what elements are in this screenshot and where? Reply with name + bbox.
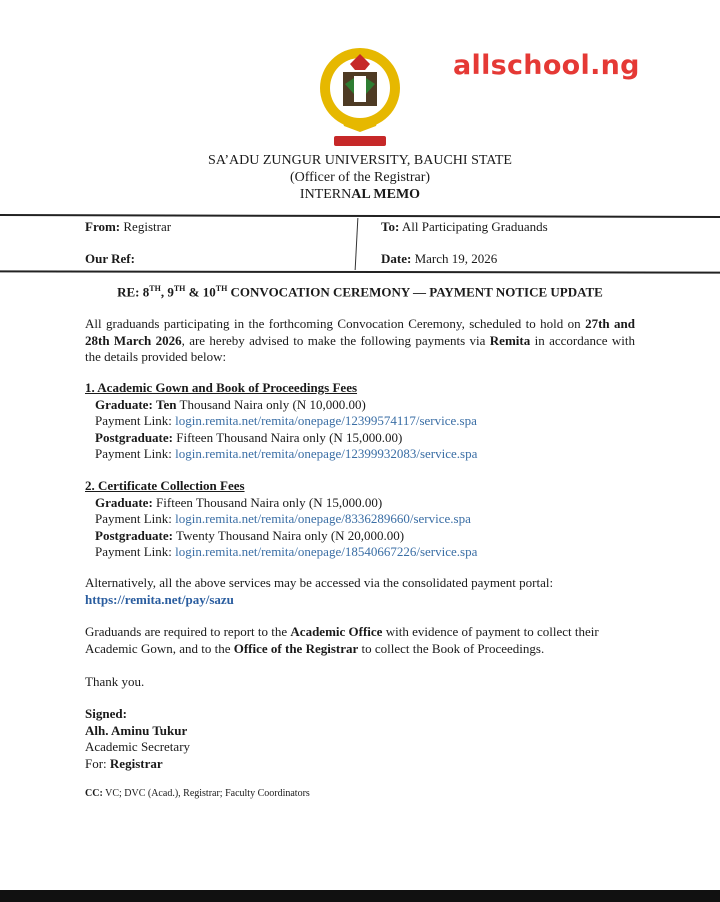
top-rule bbox=[0, 214, 720, 218]
memo-header bbox=[0, 152, 720, 203]
graduate-amount: Thousand Naira only (N 10,000.00) bbox=[176, 396, 366, 412]
subject-prefix: RE: 8 bbox=[117, 284, 150, 300]
report-paragraph bbox=[85, 624, 635, 657]
graduate-payment-link[interactable]: login.remita.net/remita/onepage/12399574117/service.spa bbox=[175, 413, 477, 428]
payment-link-label: Payment Link: bbox=[95, 413, 176, 428]
for-label: For: bbox=[85, 755, 110, 771]
graduate-payment-link[interactable]: login.remita.net/remita/onepage/8336289660/service.spa bbox=[175, 511, 471, 526]
thank-you: Thank you. bbox=[85, 674, 145, 689]
ref-label: Our Ref: bbox=[85, 251, 135, 266]
postgraduate-amount: Twenty Thousand Naira only (N 20,000.00) bbox=[173, 527, 405, 543]
column-divider bbox=[355, 218, 359, 270]
graduate-label: Graduate: bbox=[95, 396, 153, 412]
intro-text-3: in accordance with the details provided below: bbox=[85, 332, 635, 364]
intro-paragraph bbox=[85, 316, 635, 366]
section-1-graduate bbox=[85, 397, 635, 414]
from-label: From: bbox=[85, 219, 121, 234]
from-value: Registrar bbox=[123, 219, 172, 234]
signature-block bbox=[85, 706, 635, 772]
bottom-rule bbox=[0, 270, 720, 273]
cc-value: VC; DVC (Acad.), Registrar; Faculty Coordinators bbox=[102, 788, 310, 799]
section-1-title: 1. Academic Gown and Book of Proceedings Fees bbox=[85, 380, 358, 395]
subject-mid-1: , 9 bbox=[160, 284, 174, 300]
intro-text-2: , are hereby advised to make the following payments via bbox=[181, 332, 490, 348]
memo-type-plain: INTERN bbox=[299, 187, 352, 202]
section-academic-gown bbox=[85, 380, 635, 463]
cc-line bbox=[85, 788, 310, 799]
postgraduate-payment-link[interactable]: login.remita.net/remita/onepage/18540667226/service.spa bbox=[175, 544, 478, 559]
intro-dates: 27th and 28th March 2026 bbox=[85, 316, 635, 348]
section-1-graduate-link-row bbox=[85, 413, 635, 430]
university-name: SA’ADU ZUNGUR UNIVERSITY, BAUCHI STATE bbox=[208, 153, 512, 168]
to-label: To: bbox=[381, 219, 400, 234]
section-2-title: 2. Certificate Collection Fees bbox=[85, 478, 245, 493]
office-name: (Officer of the Registrar) bbox=[289, 170, 431, 185]
payment-link-label: Payment Link: bbox=[95, 446, 176, 461]
graduate-amount-word: Ten bbox=[156, 396, 177, 412]
section-2-postgraduate bbox=[85, 528, 635, 545]
section-1-postgraduate bbox=[85, 430, 635, 447]
intro-text-1: All graduands participating in the forthcoming Convocation Ceremony, scheduled to hold on bbox=[85, 316, 586, 331]
watermark-text: allschool.ng bbox=[453, 50, 640, 81]
memo-type-bold: AL MEMO bbox=[351, 187, 421, 202]
signatory-name: Alh. Aminu Tukur bbox=[85, 722, 188, 738]
postgraduate-amount: Fifteen Thousand Naira only (N 15,000.00) bbox=[173, 429, 403, 445]
section-2-graduate-link-row bbox=[85, 511, 635, 528]
memo-subject bbox=[0, 284, 720, 300]
subject-rest: CONVOCATION CEREMONY — PAYMENT NOTICE UPDATE bbox=[227, 284, 603, 300]
for-line bbox=[85, 756, 635, 773]
subject-sup-1: TH bbox=[149, 284, 161, 293]
academic-office: Academic Office bbox=[290, 624, 383, 639]
registrar-office: Office of the Registrar bbox=[233, 640, 359, 656]
alternative-text: Alternatively, all the above services may be accessed via the consolidated payment portal: bbox=[85, 575, 554, 590]
report-text-3: to collect the Book of Proceedings. bbox=[358, 640, 545, 656]
payment-link-label: Payment Link: bbox=[95, 544, 176, 559]
consolidated-portal-link[interactable]: https://remita.net/pay/sazu bbox=[85, 591, 234, 607]
subject-mid-2: & 10 bbox=[185, 284, 216, 300]
postgraduate-label: Postgraduate: bbox=[95, 527, 173, 543]
section-certificate-collection bbox=[85, 478, 635, 561]
alternative-paragraph bbox=[85, 575, 635, 608]
graduate-label: Graduate: bbox=[95, 494, 153, 510]
section-1-postgraduate-link-row bbox=[85, 446, 635, 463]
date-value: March 19, 2026 bbox=[414, 251, 498, 266]
intro-remita: Remita bbox=[489, 332, 531, 348]
postgraduate-payment-link[interactable]: login.remita.net/remita/onepage/12399932083/service.spa bbox=[175, 446, 478, 461]
to-field bbox=[381, 219, 548, 235]
memo-type bbox=[0, 186, 720, 203]
bottom-bar bbox=[0, 890, 720, 902]
to-value: All Participating Graduands bbox=[401, 219, 548, 234]
cc-label: CC: bbox=[85, 788, 103, 799]
subject-sup-2: TH bbox=[173, 284, 186, 293]
from-field bbox=[85, 219, 171, 235]
report-text-2: with evidence of payment to collect their Academic Gown, and to the bbox=[85, 624, 599, 656]
ref-field bbox=[85, 251, 135, 267]
for-value: Registrar bbox=[109, 755, 163, 771]
section-2-postgraduate-link-row bbox=[85, 544, 635, 561]
report-text-1: Graduands are required to report to the bbox=[85, 624, 291, 639]
signed-label: Signed: bbox=[85, 706, 127, 721]
subject-sup-3: TH bbox=[215, 284, 228, 293]
signatory-title: Academic Secretary bbox=[85, 739, 191, 754]
section-2-graduate bbox=[85, 495, 635, 512]
university-logo bbox=[310, 44, 410, 154]
postgraduate-label: Postgraduate: bbox=[95, 429, 173, 445]
graduate-amount: Fifteen Thousand Naira only (N 15,000.00) bbox=[152, 494, 383, 510]
payment-link-label: Payment Link: bbox=[95, 511, 176, 526]
date-label: Date: bbox=[381, 251, 412, 266]
date-field bbox=[381, 251, 497, 267]
